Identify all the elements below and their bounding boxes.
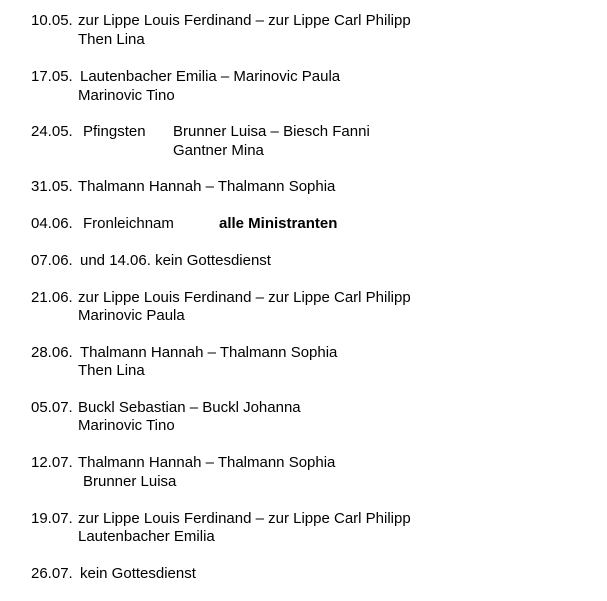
entry-date: 07.06. bbox=[31, 252, 73, 269]
entry-date: 24.05. bbox=[31, 123, 73, 140]
entry-names: Brunner Luisa – Biesch Fanni bbox=[173, 123, 370, 140]
entry-names-second: Then Lina bbox=[78, 31, 145, 48]
entry-names: Thalmann Hannah – Thalmann Sophia bbox=[80, 344, 338, 361]
entry-names: kein Gottesdienst bbox=[80, 565, 196, 582]
entry-names: Thalmann Hannah – Thalmann Sophia bbox=[78, 178, 336, 195]
entry-date: 26.07. bbox=[31, 565, 73, 582]
entry-names: Thalmann Hannah – Thalmann Sophia bbox=[78, 454, 336, 471]
entry-names-second: Gantner Mina bbox=[173, 142, 264, 159]
entry-names: zur Lippe Louis Ferdinand – zur Lippe Carl Philipp bbox=[78, 510, 411, 527]
entry-names: Buckl Sebastian – Buckl Johanna bbox=[78, 399, 301, 416]
entry-date: 10.05. bbox=[31, 12, 73, 29]
entry-names: zur Lippe Louis Ferdinand – zur Lippe Carl Philipp bbox=[78, 289, 411, 306]
entry-names: alle Ministranten bbox=[219, 215, 338, 232]
entry-names: zur Lippe Louis Ferdinand – zur Lippe Carl Philipp bbox=[78, 12, 411, 29]
entry-names-second: Marinovic Tino bbox=[78, 417, 175, 434]
entry-date: 28.06. bbox=[31, 344, 73, 361]
entry-date: 21.06. bbox=[31, 289, 73, 306]
entry-names-second: Brunner Luisa bbox=[83, 473, 177, 490]
entry-date: 05.07. bbox=[31, 399, 73, 416]
entry-occasion: Fronleichnam bbox=[83, 215, 174, 232]
entry-date: 19.07. bbox=[31, 510, 73, 527]
entry-names-second: Then Lina bbox=[78, 362, 145, 379]
entry-names-second: Marinovic Paula bbox=[78, 307, 185, 324]
entry-date: 31.05. bbox=[31, 178, 73, 195]
entry-names-second: Lautenbacher Emilia bbox=[78, 528, 215, 545]
entry-date: 12.07. bbox=[31, 454, 73, 471]
entry-names: und 14.06. kein Gottesdienst bbox=[80, 252, 271, 269]
entry-names-second: Marinovic Tino bbox=[78, 87, 175, 104]
entry-occasion: Pfingsten bbox=[83, 123, 146, 140]
entry-date: 04.06. bbox=[31, 215, 73, 232]
entry-date: 17.05. bbox=[31, 68, 73, 85]
entry-names: Lautenbacher Emilia – Marinovic Paula bbox=[80, 68, 341, 85]
